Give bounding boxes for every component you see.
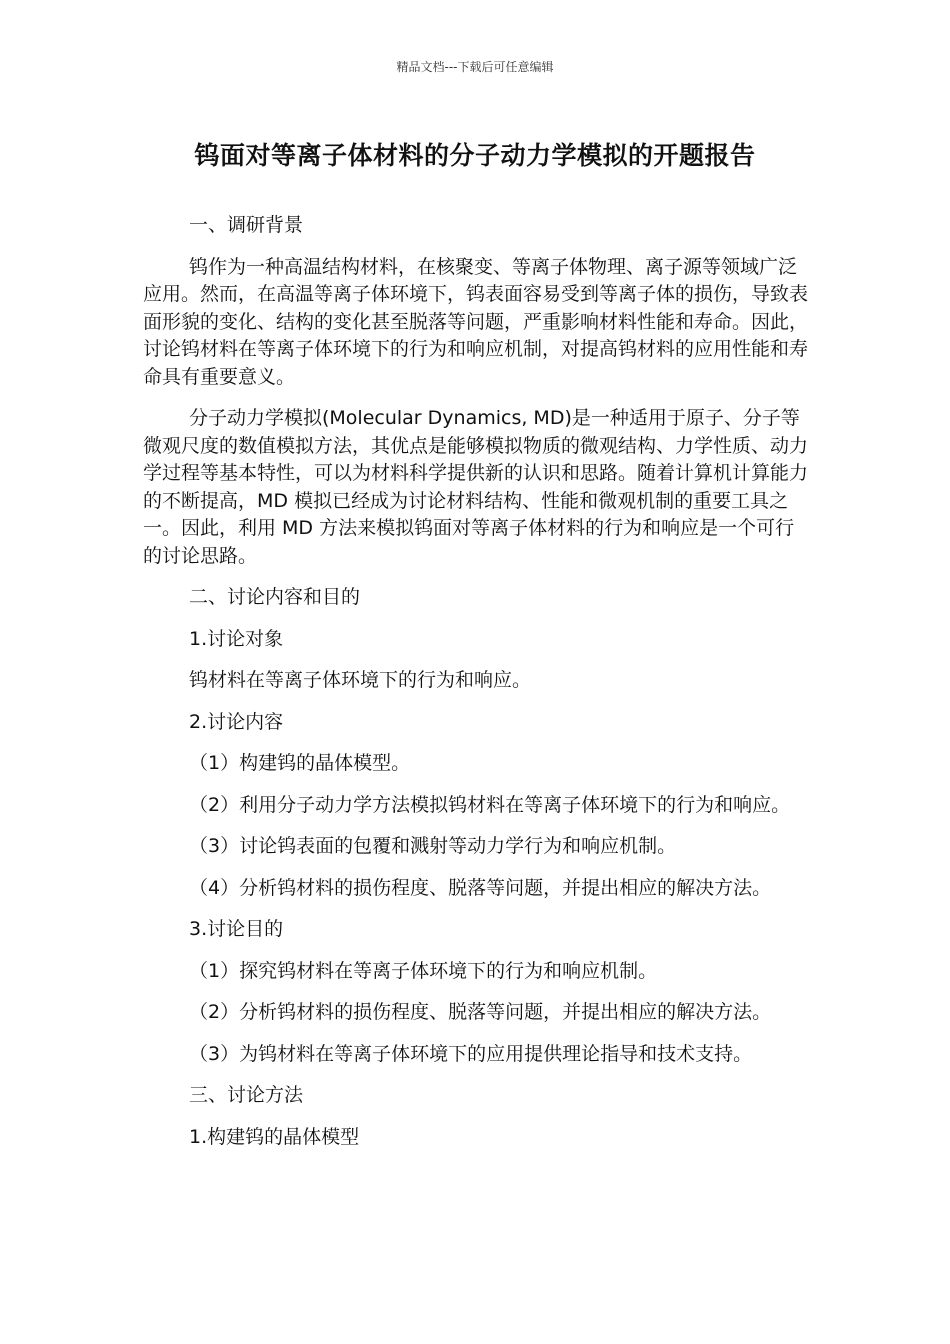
section-2-heading: 二、讨论内容和目的 — [189, 586, 361, 608]
section-1-heading: 一、调研背景 — [189, 214, 304, 236]
list-item: （4）分析钨材料的损伤程度、脱落等问题，并提出相应的解决方法。 — [189, 876, 772, 899]
list-item: （1）构建钨的晶体模型。 — [189, 752, 411, 774]
list-item: （2）分析钨材料的损伤程度、脱落等问题，并提出相应的解决方法。 — [189, 1001, 772, 1023]
section-2-subheading-2: 2.讨论内容 — [189, 710, 284, 733]
list-item: （1）探究钨材料在等离子体环境下的行为和响应机制。 — [189, 959, 658, 982]
section-1-paragraph-2: 分子动力学模拟(Molecular Dynamics, MD)是一种适用于原子、分子等微观尺度的数值模拟方法，其优点是能够模拟物质的微观结构、力学性质、动力学过程等基本特性，可以为材料科学提供新的认识和思路。随着计算机计算能力的不断提高，MD 模拟已经成为讨论材料结构、性能和微观机制的重要工具之一。因此，利用 MD 方法来模拟钨面对等离子体材料的行为和响应是一个可行的讨论思路。 — [143, 407, 809, 567]
section-3-subheading-1: 1.构建钨的晶体模型 — [189, 1125, 360, 1148]
list-item: （2）利用分子动力学方法模拟钨材料在等离子体环境下的行为和响应。 — [189, 793, 791, 816]
section-2-subheading-1: 1.讨论对象 — [189, 627, 284, 650]
document-title: 钨面对等离子体材料的分子动力学模拟的开题报告 — [194, 141, 756, 170]
header-note: 精品文档---下载后可任意编辑 — [396, 60, 554, 74]
list-item: （3）为钨材料在等离子体环境下的应用提供理论指导和技术支持。 — [189, 1042, 753, 1065]
document-body — [143, 212, 813, 1165]
section-2-subheading-3: 3.讨论目的 — [189, 918, 284, 940]
section-3-heading: 三、讨论方法 — [189, 1084, 304, 1106]
section-2-subheading-1-text: 钨材料在等离子体环境下的行为和响应。 — [189, 669, 532, 691]
section-1-paragraph-1: 钨作为一种高温结构材料，在核聚变、等离子体物理、离子源等领域广泛应用。然而，在高温等离子体环境下，钨表面容易受到等离子体的损伤，导致表面形貌的变化、结构的变化甚至脱落等问题，严重影响材料性能和寿命。因此，讨论钨材料在等离子体环境下的行为和响应机制，对提高钨材料的应用性能和寿命具有重要意义。 — [143, 255, 809, 388]
list-item: （3）讨论钨表面的包覆和溅射等动力学行为和响应机制。 — [189, 835, 677, 857]
